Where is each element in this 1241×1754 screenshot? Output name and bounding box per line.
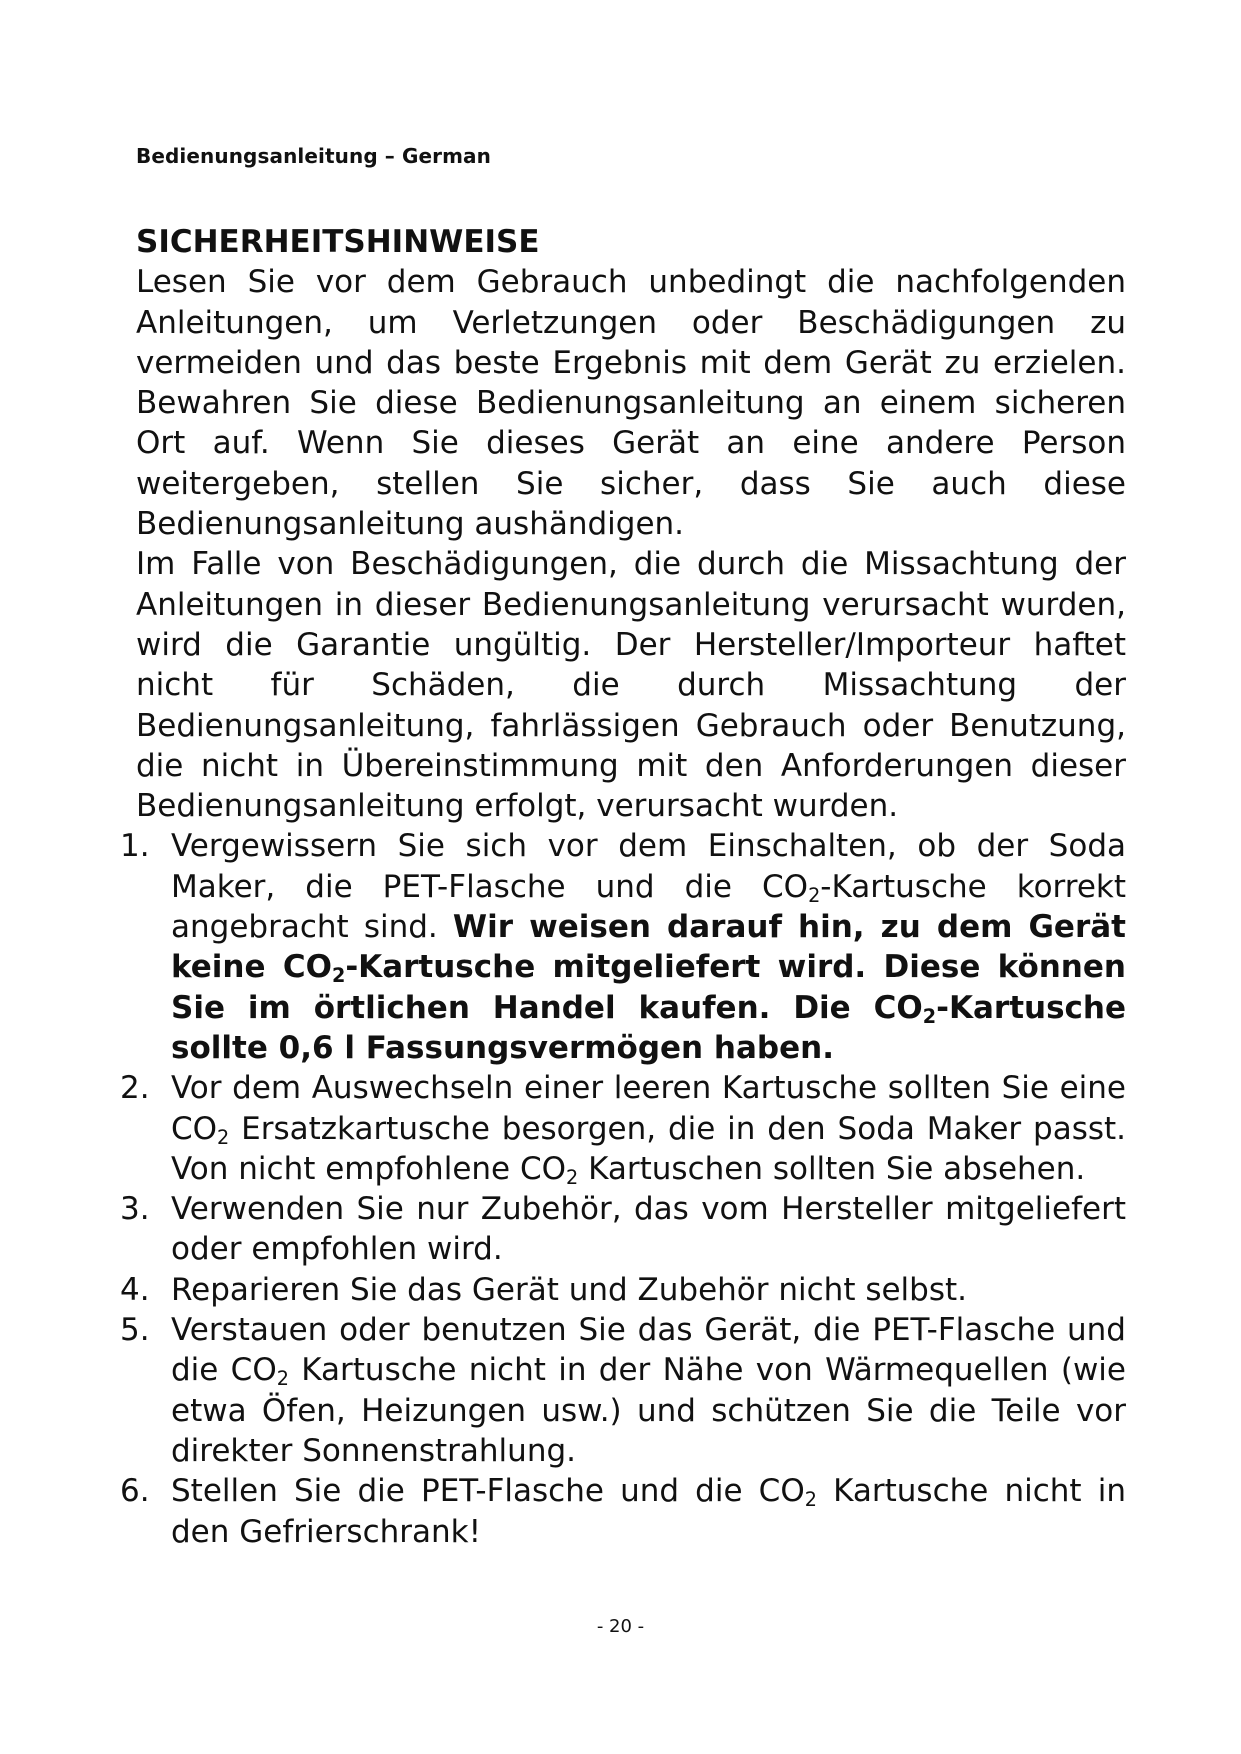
list-item: 2. Vor dem Auswechseln einer leeren Kartusche sollten Sie eine $CO_2$ Ersatzkartusche besorgen, die in den Soda Maker passt. Von nicht empfohlene $CO_2$ Kartuschen sollten Sie absehen.: [120, 1070, 1126, 1189]
list-item: 4. Reparieren Sie das Gerät und Zubehör nicht selbst.: [136, 1270, 1126, 1310]
intro-paragraph-2: Im Falle von Beschädigungen, die durch die Missachtung der Anleitungen in dieser Bedienungsanleitung verursacht wurden, wird die Garantie ungültig. Der Hersteller/Importeur haftet nicht für Schäden, die durch Missachtung der Bedienungsanleitung, fahrlässigen Gebrauch oder Benutzung, die nicht in Übereinstimmung mit den Anforderungen dieser Bedienungsanleitung erfolgt, verursacht wurden.: [136, 546, 1126, 825]
list-item: 1. Vergewissern Sie sich vor dem Einschalten, ob der Soda Maker, die PET-Flasche und die $CO_2$-Kartusche korrekt angebracht sind. Wir weisen darauf hin, zu dem Gerät keine $CO_2$-Kartusche mitgeliefert wird. Diese können Sie im örtlichen Handel kaufen. Die $CO_2$-Kartusche sollte 0,6 l Fassungsvermögen haben.: [120, 828, 1126, 1066]
page-number: - 20 -: [596, 1616, 645, 1637]
list-number: 4.: [120, 1271, 150, 1308]
list-item: 3. Verwenden Sie nur Zubehör, das vom Hersteller mitgeliefert oder empfohlen wird.: [120, 1191, 1126, 1268]
list-item: 6. Stellen Sie die PET-Flasche und die $CO_2$ Kartusche nicht in den Gefrierschrank!: [120, 1473, 1126, 1550]
list-number: 3.: [120, 1191, 150, 1228]
list-number: 1.: [120, 828, 150, 865]
list-number: 2.: [120, 1070, 150, 1107]
list-number: 6.: [120, 1473, 150, 1510]
main-content: [120, 222, 1126, 1552]
list-item: 5. Verstauen oder benutzen Sie das Gerät, die PET-Flasche und die $CO_2$ Kartusche nicht in der Nähe von Wärmequellen (wie etwa Öfen, Heizungen usw.) und schützen Sie die Teile vor direkter Sonnenstrahlung.: [120, 1312, 1126, 1469]
document-header: Bedienungsanleitung – German: [136, 144, 491, 168]
safety-list: [120, 826, 1126, 1551]
list-number: 5.: [120, 1312, 150, 1349]
intro-paragraph-1: Lesen Sie vor dem Gebrauch unbedingt die nachfolgenden Anleitungen, um Verletzungen oder Beschädigungen zu vermeiden und das beste Ergebnis mit dem Gerät zu erzielen. Bewahren Sie diese Bedienungsanleitung an einem sicheren Ort auf. Wenn Sie dieses Gerät an eine andere Person weitergeben, stellen Sie sicher, dass Sie auch diese Bedienungsanleitung aushändigen.: [136, 264, 1126, 543]
section-heading: SICHERHEITSHINWEISE: [136, 224, 540, 260]
